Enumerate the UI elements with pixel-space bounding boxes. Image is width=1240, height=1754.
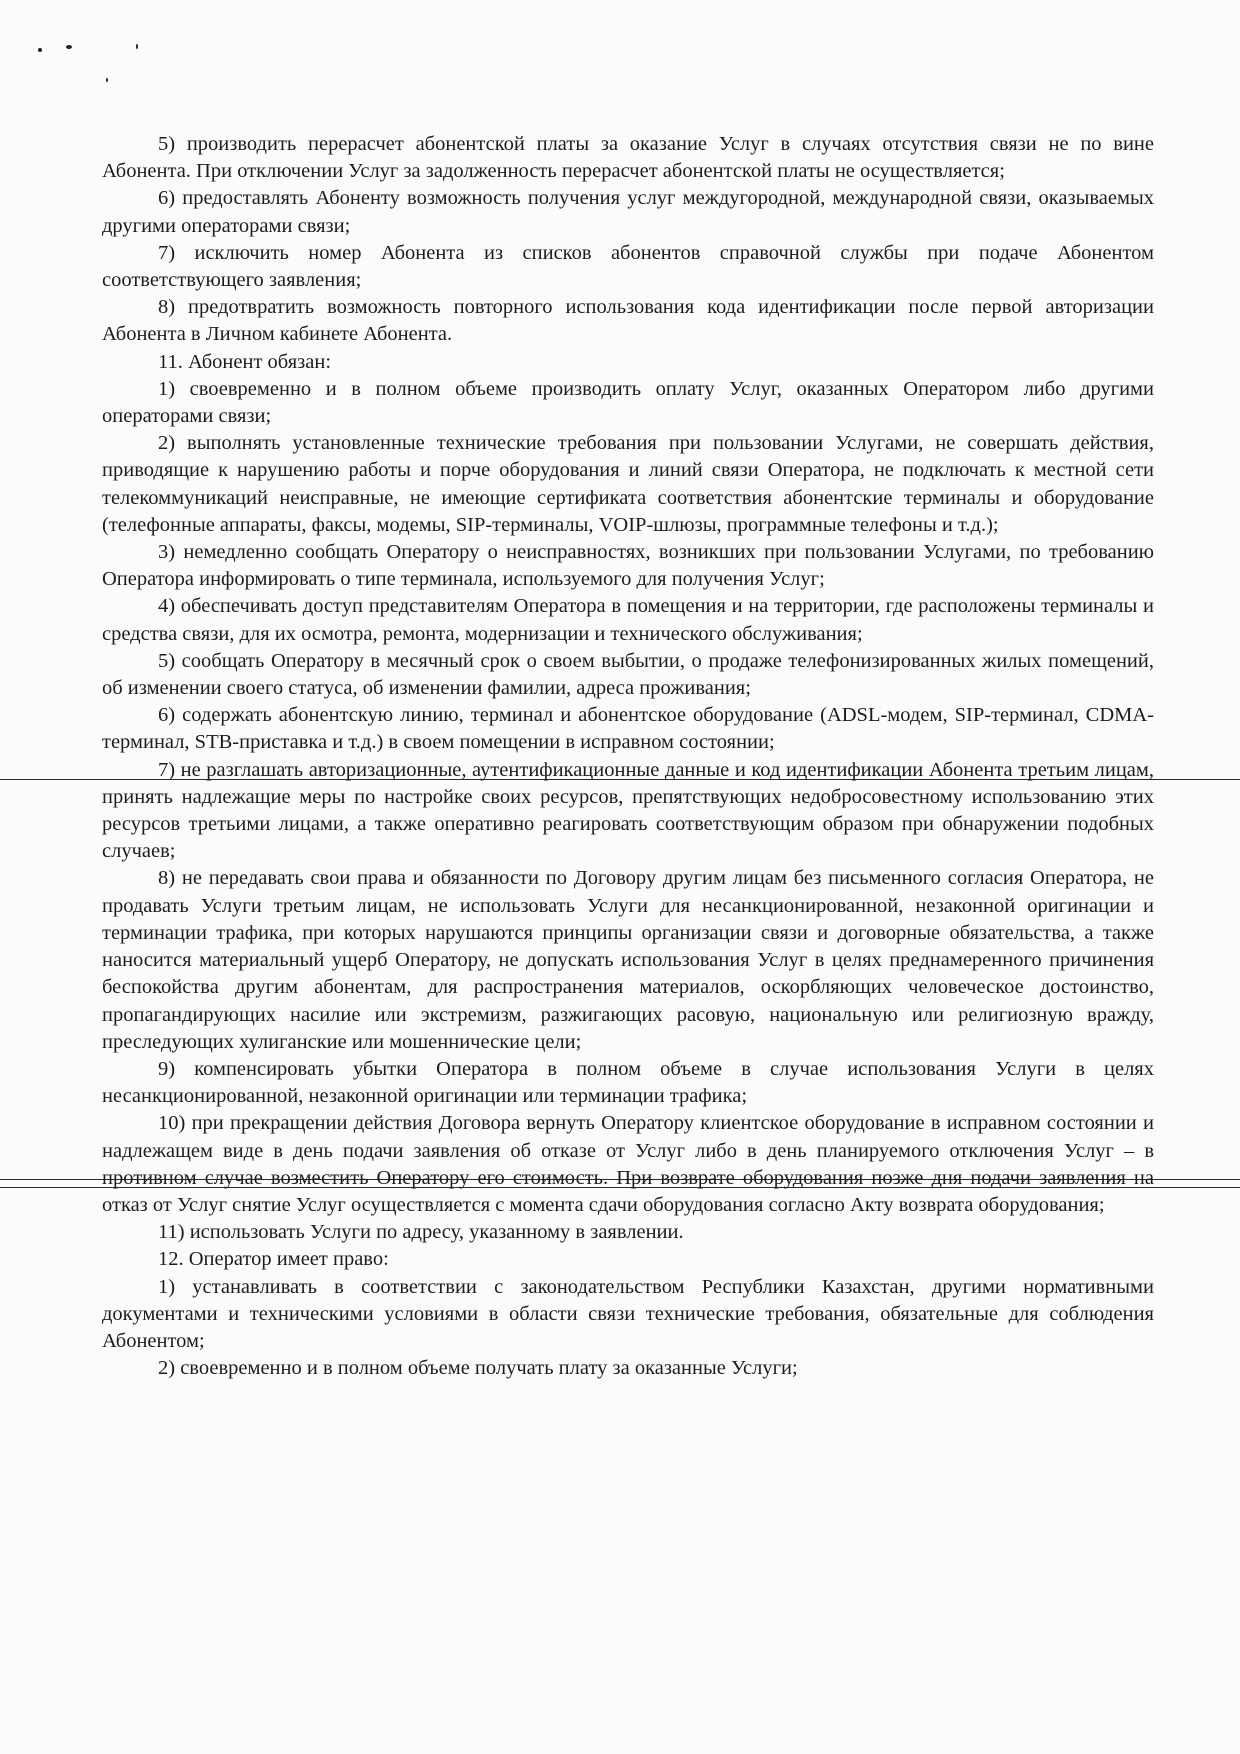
paragraph-operator-duty-7: 7) исключить номер Абонента из списков абонентов справочной службы при подаче Абонентом соответствующего заявления;: [102, 241, 1154, 292]
paragraph-subscriber-duty-8: 8) не передавать свои права и обязанности по Договору другим лицам без письменного согласия Оператора, не продавать Услуги третьим лицам, не использовать Услуги для несанкционированной, незаконной оригинации и терминации трафика, при которых нарушаются принципы организации связи и договорные обязательства, а также наносится материальный ущерб Оператору, не допускать использования Услуг в целях преднамеренного причинения беспокойства другим абонентам, для распространения материалов, оскорбляющих человеческое достоинство, пропагандирующих насилие или экстремизм, разжигающих расовую, национальную или религиозную вражду, преследующих хулиганские или мошеннические цели;: [102, 867, 1154, 1053]
paragraph-subscriber-duty-2: 2) выполнять установленные технические требования при пользовании Услугами, не совершать действия, приводящие к нарушению работы и порче оборудования и линий связи Оператора, не подключать к местной сети телекоммуникаций неисправные, не имеющие сертификата соответствия абонентские терминалы и оборудование (телефонные аппараты, факсы, модемы, SIP-терминалы, VOIP-шлюзы, программные телефоны и т.д.);: [102, 432, 1154, 536]
paragraph-operator-right-1: 1) устанавливать в соответствии с законодательством Республики Казахстан, другими нормативными документами и техническими условиями в области связи технические требования, обязательные для соблюдения Абонентом;: [102, 1275, 1154, 1352]
paragraph-operator-duty-6: 6) предоставлять Абоненту возможность получения услуг междугородной, международной связи, оказываемых другими операторами связи;: [102, 187, 1154, 237]
paragraph-operator-duty-5: 5) производить перерасчет абонентской платы за оказание Услуг в случаях отсутствия связи не по вине Абонента. При отключении Услуг за задолженность перерасчет абонентской платы не осуществляется;: [102, 133, 1154, 183]
paragraph-operator-duty-8: 8) предотвратить возможность повторного использования кода идентификации после первой авторизации Абонента в Личном кабинете Абонента.: [102, 296, 1154, 346]
scan-speck: [66, 45, 72, 49]
paragraph-subscriber-duty-7: 7) не разглашать авторизационные, аутентификационные данные и код идентификации Абонента третьим лицам, принять надлежащие меры по настройке своих ресурсов, препятствующих недобросовестному использованию этих ресурсов третьими лицами, а также оперативно реагировать соответствующим образом при обнаружении подобных случаев;: [102, 758, 1154, 863]
paragraph-subscriber-duty-3: 3) немедленно сообщать Оператору о неисправностях, возникших при пользовании Услугами, по требованию Оператора информировать о типе терминала, используемого для получения Услуг;: [102, 541, 1154, 591]
paragraph-subscriber-duty-11: 11) использовать Услуги по адресу, указанному в заявлении.: [158, 1221, 684, 1244]
paragraph-subscriber-duty-4: 4) обеспечивать доступ представителям Оператора в помещения и на территории, где расположены терминалы и средства связи, для их осмотра, ремонта, модернизации и технического обслуживания;: [102, 595, 1154, 645]
paragraph-subscriber-duty-6: 6) содержать абонентскую линию, терминал и абонентское оборудование (ADSL-модем, SIP-терминал, CDMA-терминал, STB-приставка и т.д.) в своем помещении в исправном состоянии;: [102, 704, 1154, 754]
paragraph-subscriber-duty-5: 5) сообщать Оператору в месячный срок о своем выбытии, о продаже телефонизированных жилых помещений, об изменении своего статуса, об изменении фамилии, адреса проживания;: [102, 649, 1154, 700]
scan-speck: [106, 78, 108, 82]
document-body: [102, 131, 1154, 1382]
paragraph-subscriber-duty-1: 1) своевременно и в полном объеме производить оплату Услуг, оказанных Оператором либо другими операторами связи;: [102, 377, 1154, 428]
section-heading-11: 11. Абонент обязан:: [158, 350, 332, 373]
paragraph-subscriber-duty-10: 10) при прекращении действия Договора вернуть Оператору клиентское оборудование в исправном состоянии и надлежащем виде в день подачи заявления об отказе от Услуг либо в день планируемого отключения Услуг – в противном случае возместить Оператору его стоимость. При возврате оборудования позже дня подачи заявления на отказ от Услуг снятие Услуг осуществляется с момента сдачи оборудования согласно Акту возврата оборудования;: [102, 1112, 1154, 1216]
scan-speck: [38, 48, 42, 52]
paragraph-operator-right-2: 2) своевременно и в полном объеме получать плату за оказанные Услуги;: [158, 1357, 798, 1380]
scan-speck: [136, 44, 138, 49]
paragraph-subscriber-duty-9: 9) компенсировать убытки Оператора в полном объеме в случае использования Услуги в целях несанкционированной, незаконной оригинации или терминации трафика;: [102, 1057, 1154, 1108]
section-heading-12: 12. Оператор имеет право:: [158, 1248, 389, 1271]
